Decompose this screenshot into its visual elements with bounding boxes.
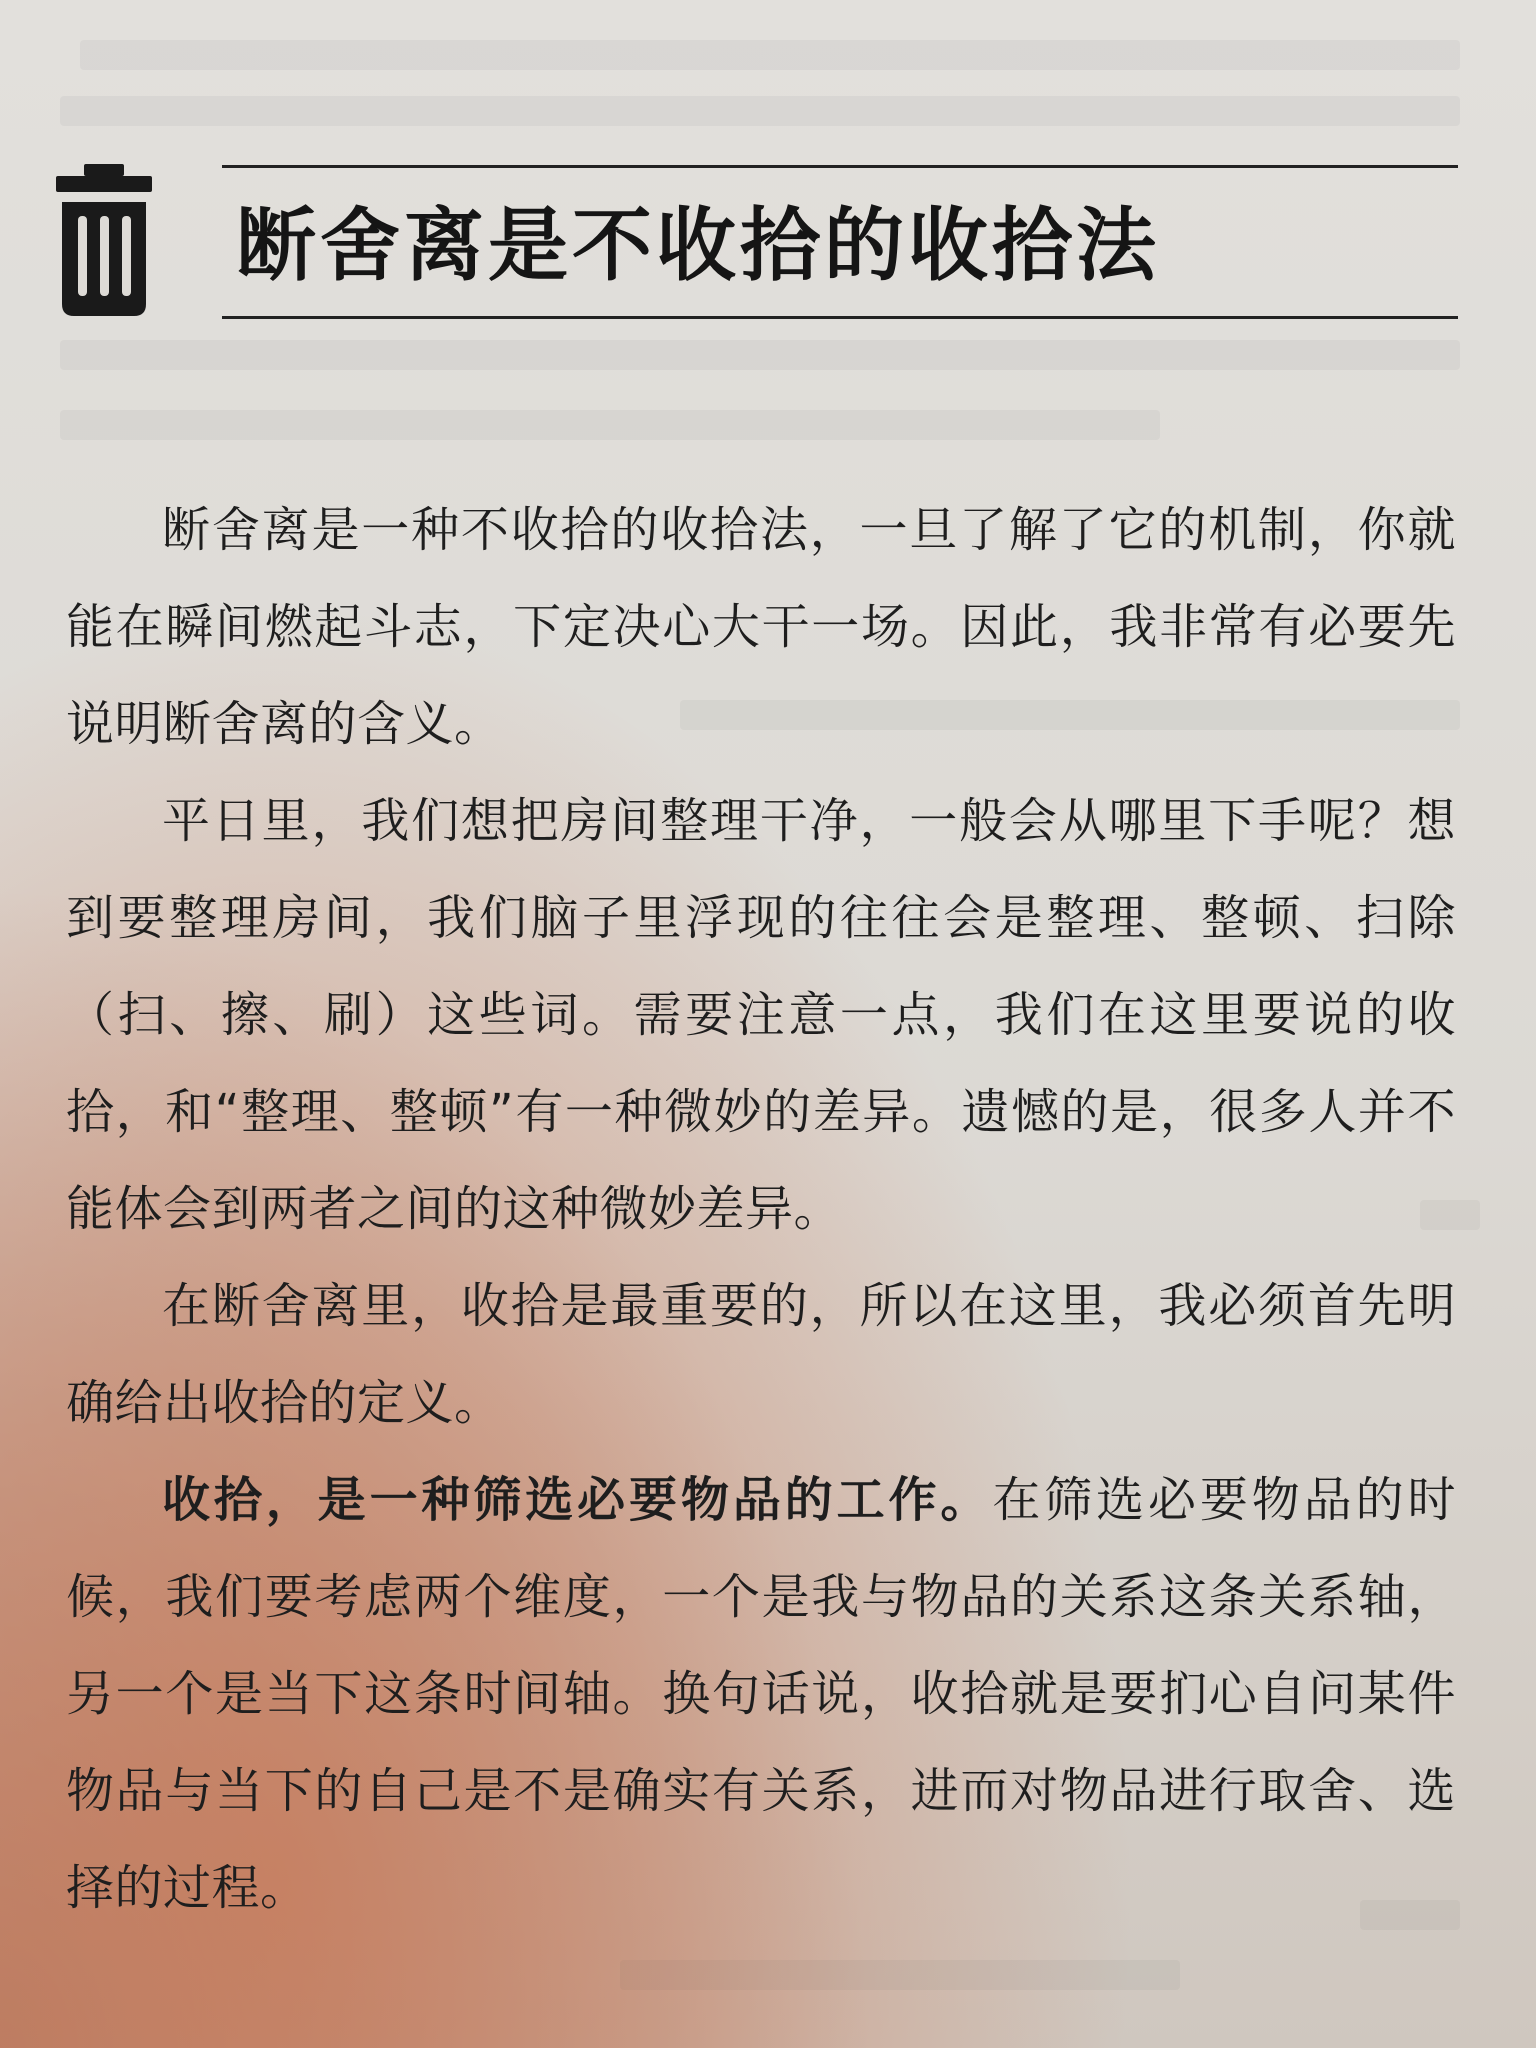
body-text <box>66 482 1456 1937</box>
header-rule-bottom <box>222 316 1458 319</box>
section-title: 断舍离是不收拾的收拾法 <box>236 199 1160 292</box>
paragraph-continuation: 在筛选必要物品的时候，我们要考虑两个维度，一个是我与物品的关系这条关系轴，另一个是当下这条时间轴。换句话说，收拾就是要扪心自问某件物品与当下的自己是不是确实有关系，进而对物品进行取舍、选择的过程。 <box>66 1472 1456 1916</box>
paragraph <box>66 1452 1456 1937</box>
trash-can-icon <box>56 164 152 318</box>
definition-emphasis: 收拾，是一种筛选必要物品的工作。 <box>162 1472 993 1528</box>
paragraph: 平日里，我们想把房间整理干净，一般会从哪里下手呢？想到要整理房间，我们脑子里浮现的往往会是整理、整顿、扫除（扫、擦、刷）这些词。需要注意一点，我们在这里要说的收拾，和“整理、整顿”有一种微妙的差异。遗憾的是，很多人并不能体会到两者之间的这种微妙差异。 <box>66 793 1456 1237</box>
paragraph: 断舍离是一种不收拾的收拾法，一旦了解了它的机制，你就能在瞬间燃起斗志，下定决心大干一场。因此，我非常有必要先说明断舍离的含义。 <box>66 502 1456 752</box>
header-rule-top <box>222 165 1458 168</box>
paragraph: 在断舍离里，收拾是最重要的，所以在这里，我必须首先明确给出收拾的定义。 <box>66 1278 1456 1431</box>
